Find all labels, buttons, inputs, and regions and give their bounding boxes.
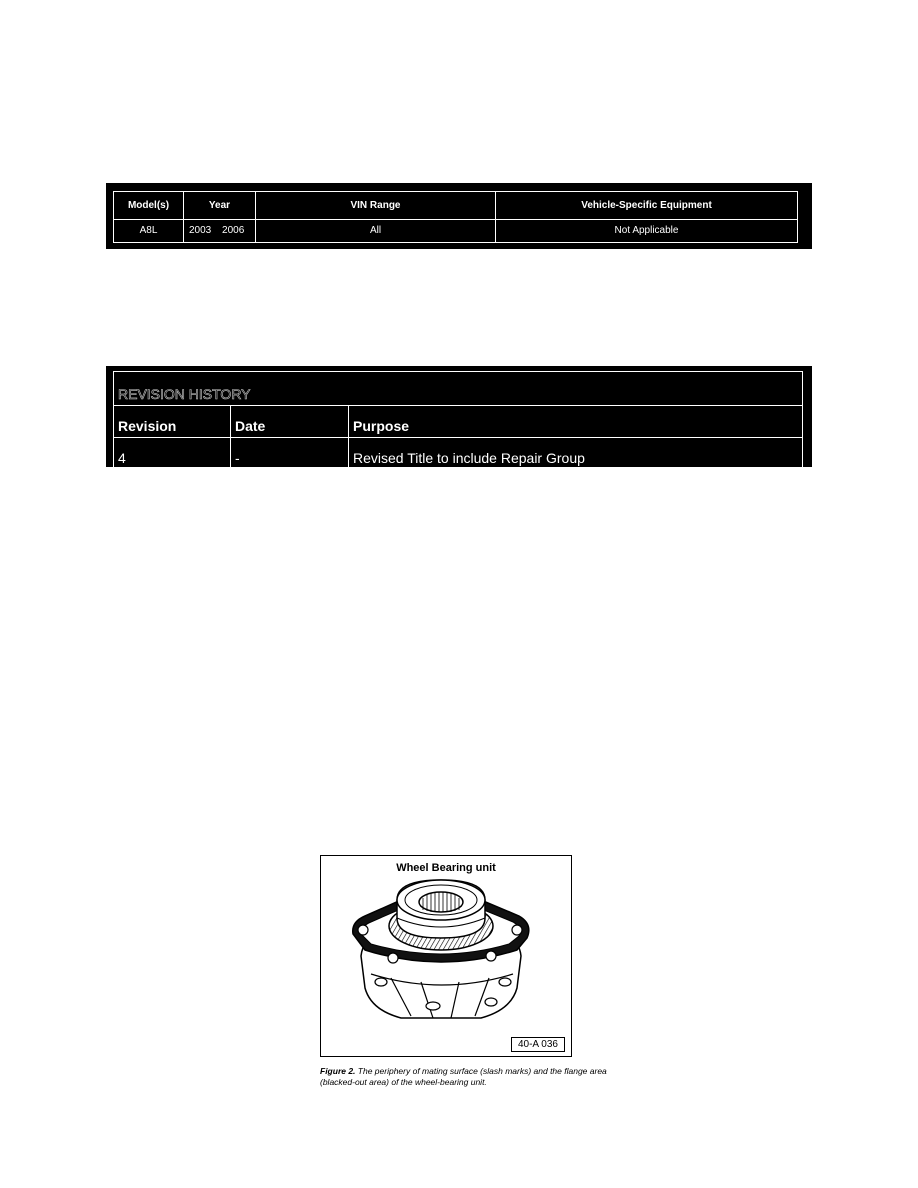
revision-history-table — [113, 371, 803, 470]
applicability-table — [113, 191, 798, 243]
header-vehicle-specific-equipment: Vehicle-Specific Equipment — [496, 192, 798, 220]
wheel-bearing-illustration — [341, 878, 541, 1028]
applicability-table-container — [106, 183, 812, 249]
cell-model: A8L — [114, 219, 184, 242]
applicability-data-row — [114, 219, 798, 242]
cell-year: 2003 2006 — [184, 219, 256, 242]
cell-purpose: Revised Title to include Repair Group — [349, 438, 803, 470]
header-models: Model(s) — [114, 192, 184, 220]
cell-vin-range: All — [256, 219, 496, 242]
figure-caption-label: Figure 2. — [320, 1066, 356, 1076]
figure-caption — [320, 1066, 620, 1088]
revision-history-container — [106, 366, 812, 467]
figure-title: Wheel Bearing unit — [396, 862, 496, 874]
revision-row — [114, 438, 803, 470]
applicability-header-row — [114, 192, 798, 220]
wheel-bearing-figure — [320, 855, 572, 1057]
header-vin-range: VIN Range — [256, 192, 496, 220]
figure-code-label: 40-A 036 — [511, 1037, 565, 1052]
cell-equipment: Not Applicable — [496, 219, 798, 242]
cell-revision: 4 — [114, 438, 231, 470]
cell-date: - — [231, 438, 349, 470]
revision-history-title: REVISION HISTORY — [114, 372, 803, 406]
revision-header-row — [114, 406, 803, 438]
figure-caption-text: The periphery of mating surface (slash marks) and the flange area (blacked-out area) of the wheel-bearing unit. — [320, 1066, 607, 1087]
header-purpose: Purpose — [349, 406, 803, 438]
header-date: Date — [231, 406, 349, 438]
header-revision: Revision — [114, 406, 231, 438]
revision-history-title-row — [114, 372, 803, 406]
header-year: Year — [184, 192, 256, 220]
